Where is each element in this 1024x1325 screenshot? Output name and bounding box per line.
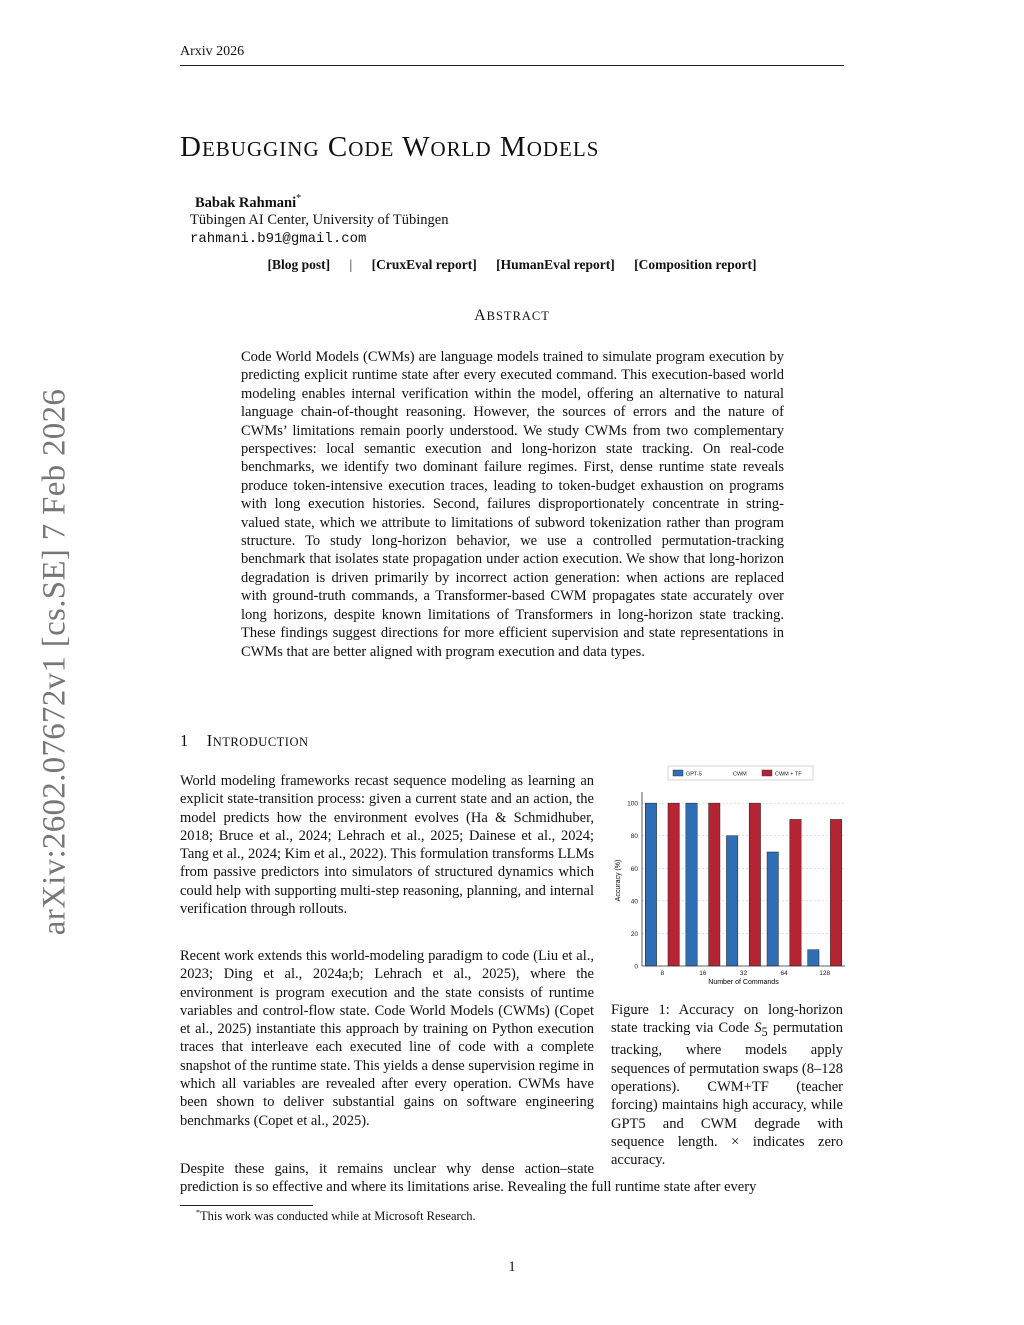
bar-gpt-5: [686, 803, 697, 966]
footnote-rule: [180, 1205, 313, 1206]
caption-label: Figure 1:: [611, 1002, 670, 1018]
legend-swatch: [673, 770, 683, 776]
legend-label: GPT-5: [686, 771, 702, 778]
legend-label: CWM + TF: [775, 771, 802, 778]
bar-cwm-tf: [790, 819, 801, 966]
abstract-heading: ABSTRACT: [474, 307, 550, 324]
link-separator: |: [349, 257, 353, 272]
blog-post-link[interactable]: [Blog post]: [267, 257, 331, 272]
chart-legend: [668, 766, 813, 780]
author-name: Babak Rahmani*: [195, 193, 302, 211]
abstract-text: Code World Models (CWMs) are language models trained to simulate program execution by predicting explicit runtime state after every executed command. This execution-based world modeling enables internal verification within the model, offering an alternative to natural language chain-of-thought reasoning. However, the sources of errors and the nature of CWMs’ limitations remain poorly understood. We study CWMs from two complementary perspectives: local semantic execution and long-horizon state tracking. On real-code benchmarks, we identify two dominant failure regimes. First, dense runtime state reveals produce token-intensive execution traces, leading to token-budget exhaustion on programs with long execution histories. Second, failures disproportionately concentrate in string-valued state, which we attribute to limitations of subword tokenization rather than program structure. To study long-horizon behavior, we use a controlled permutation-tracking benchmark that isolates state propagation under action execution. We show that long-horizon degradation is driven primarily by incorrect action generation: when actions are replaced with ground-truth commands, a Transformer-based CWM propagates state accurately over long horizons, despite known limitations of Transformers in long-horizon state tracking. These findings suggest directions for more efficient supervision and state representations in CWMs that are better aligned with program execution and data types.: [241, 349, 784, 660]
title-word: DEBUGGING: [180, 131, 320, 163]
chart-bars: [645, 803, 842, 966]
author-email[interactable]: rahmani.b91@gmail.com: [190, 231, 367, 247]
page-number: 1: [508, 1259, 516, 1275]
arxiv-identifier-stamp[interactable]: arXiv:2602.07672v1 [cs.SE] 7 Feb 2026: [36, 388, 73, 936]
header-rule: [180, 65, 844, 66]
bar-gpt-5: [726, 836, 737, 966]
x-tick-label: 8: [660, 970, 665, 977]
zero-accuracy-symbol: ×: [731, 1133, 740, 1150]
legend-label: CWM: [733, 771, 747, 778]
x-tick-label: 64: [780, 970, 788, 977]
y-axis-label: Accuracy (%): [615, 859, 622, 902]
accuracy-bar-chart: [610, 760, 850, 995]
author-footnote-mark: *: [296, 193, 302, 204]
y-tick-label: 20: [630, 930, 638, 938]
bar-gpt-5: [767, 852, 778, 966]
bar-cwm-tf: [749, 803, 760, 966]
paragraph-line: Despite these gains, it remains unclear why dense action–state: [180, 1161, 594, 1177]
section-heading-introduction: 1 INTRODUCTION: [180, 731, 309, 750]
footnote: *This work was conducted while at Microsoft Research.: [196, 1208, 476, 1224]
y-tick-label: 100: [627, 800, 638, 808]
y-tick-label: 40: [630, 898, 638, 906]
bar-cwm-tf: [668, 803, 679, 966]
intro-paragraph-2: Recent work extends this world-modeling paradigm to code (Liu et al., 2023; Ding et al., 2024a;b; Lehrach et al., 2025), where the environment is program execution and the state consists of runtime variables and control-flow state. Code World Models (CWMs) (Copet et al., 2025) instantiate this approach by training on Python execution traces that interleave each executed line of code with a complete snapshot of the runtime state. This yields a dense supervision regime in which all variables are revealed after every operation. CWMs have been shown to deliver substantial gains on software engineering benchmarks (Copet et al., 2025).: [180, 948, 594, 1129]
bar-cwm-tf: [830, 819, 841, 966]
running-head: Arxiv 2026: [180, 44, 245, 59]
title-word: CODE: [327, 131, 395, 163]
paragraph-line: prediction is so effective and where its limitations arise. Revealing the full runtime state after every: [180, 1179, 757, 1196]
y-tick-label: 80: [630, 833, 638, 841]
x-tick-label: 16: [699, 970, 707, 977]
author-affiliation: Tübingen AI Center, University of Tübingen: [190, 212, 449, 228]
figure-caption: Figure 1: Accuracy on long-horizon state tracking via Code $S_5$ permutation tracking, where models apply sequences of permutation swaps (8–128 operations). CWM+TF (teacher forcing) maintains high accuracy, while GPT5 and CWM degrade with sequence length. × indicates zero accuracy.: [611, 1002, 844, 1169]
humaneval-report-link[interactable]: [HumanEval report]: [496, 257, 615, 272]
paper-title: [180, 131, 599, 164]
bar-gpt-5: [645, 803, 656, 966]
x-axis-label: Number of Commands: [708, 979, 779, 986]
bar-gpt-5: [808, 950, 819, 966]
x-tick-label: 32: [739, 970, 748, 977]
x-tick-label: 128: [819, 970, 831, 977]
composition-report-link[interactable]: [Composition report]: [634, 257, 757, 272]
cruxeval-report-link[interactable]: [CruxEval report]: [371, 257, 477, 272]
bar-cwm-tf: [709, 803, 720, 966]
title-word: WORLD: [402, 131, 492, 163]
resource-links: [0, 257, 1024, 273]
intro-paragraph-1: World modeling frameworks recast sequence modeling as learning an explicit state-transition process: given a current state and an action, the model predicts how the environment evolves (Ha & Schmidhuber, 2018; Bruce et al., 2024; Lehrach et al., 2025; Dainese et al., 2024; Tang et al., 2024; Kim et al., 2022). This formulation transforms LLMs from passive predictors into simulators of structured dynamics which could help with supporting multi-step reasoning, planning, and internal verification through rollouts.: [180, 773, 594, 918]
y-tick-label: 0: [634, 963, 638, 971]
title-word: MODELS: [499, 131, 600, 163]
legend-swatch: [762, 770, 772, 776]
y-tick-label: 60: [630, 865, 638, 873]
math-symbol: S: [754, 1020, 762, 1037]
